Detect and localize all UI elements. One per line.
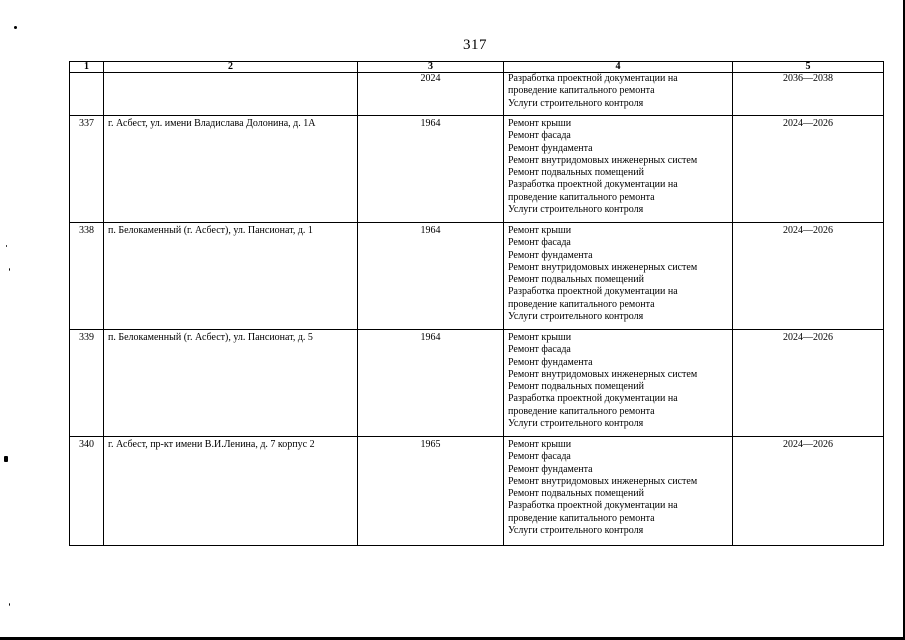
work-item: Ремонт внутридомовых инженерных систем: [508, 475, 698, 487]
work-item: проведение капитального ремонта: [508, 512, 655, 524]
header-row: [70, 62, 884, 73]
work-item: Ремонт крыши: [508, 225, 572, 236]
work-item: проведение капитального ремонта: [508, 85, 655, 97]
work-item: Ремонт фундамента: [508, 142, 593, 154]
work-item: Ремонт подвальных помещений: [508, 488, 644, 500]
work-item: Услуги строительного контроля: [508, 311, 644, 323]
work-item: Разработка проектной документации на: [508, 500, 678, 512]
row-works: [504, 437, 733, 546]
column-header: 5: [733, 62, 884, 73]
scan-speck: [9, 603, 10, 606]
row-address: п. Белокаменный (г. Асбест), ул. Пансионат, д. 1: [104, 223, 358, 330]
row-works: [504, 330, 733, 437]
row-period: 2024—2026: [733, 116, 884, 223]
row-number: 339: [70, 330, 104, 437]
row-period: 2036—2038: [733, 73, 884, 116]
row-year: 2024: [358, 73, 504, 116]
row-year: 1964: [358, 223, 504, 330]
work-item: Ремонт фундамента: [508, 463, 593, 475]
scan-speck: [9, 268, 10, 271]
row-works: [504, 223, 733, 330]
row-period: 2024—2026: [733, 437, 884, 546]
work-item: Услуги строительного контроля: [508, 204, 644, 216]
column-header: 3: [358, 62, 504, 73]
work-item: Разработка проектной документации на: [508, 286, 678, 298]
column-header: 4: [504, 62, 733, 73]
work-item: Разработка проектной документации на: [508, 179, 678, 191]
table-row-continuation: [70, 73, 884, 116]
work-item: Ремонт внутридомовых инженерных систем: [508, 368, 698, 380]
row-address: [104, 73, 358, 116]
scan-speck: [14, 26, 17, 29]
work-item: проведение капитального ремонта: [508, 191, 655, 203]
work-item: Ремонт крыши: [508, 118, 572, 129]
row-number: 340: [70, 437, 104, 546]
page-number: 317: [463, 37, 487, 53]
work-item: Услуги строительного контроля: [508, 418, 644, 430]
work-item: проведение капитального ремонта: [508, 405, 655, 417]
work-item: Ремонт фасада: [508, 130, 571, 142]
work-item: Ремонт крыши: [508, 439, 572, 450]
row-number: [70, 73, 104, 116]
table-row: [70, 330, 884, 437]
work-item: проведение капитального ремонта: [508, 298, 655, 310]
scan-speck: [6, 245, 7, 247]
work-item: Услуги строительного контроля: [508, 525, 644, 537]
row-year: 1964: [358, 116, 504, 223]
row-year: 1964: [358, 330, 504, 437]
work-item: Ремонт внутридомовых инженерных систем: [508, 261, 698, 273]
row-works: [504, 116, 733, 223]
table-row: [70, 223, 884, 330]
work-item: Ремонт фасада: [508, 237, 571, 249]
table-row: [70, 116, 884, 223]
work-item: Ремонт фундамента: [508, 249, 593, 261]
row-number: 337: [70, 116, 104, 223]
column-header: 1: [70, 62, 104, 73]
repairs-table: [69, 61, 884, 546]
work-item: Разработка проектной документации на: [508, 73, 678, 84]
row-address: г. Асбест, ул. имени Владислава Долонина, д. 1А: [104, 116, 358, 223]
row-address: п. Белокаменный (г. Асбест), ул. Пансионат, д. 5: [104, 330, 358, 437]
scan-speck: [4, 456, 8, 462]
work-item: Разработка проектной документации на: [508, 393, 678, 405]
table-row: [70, 437, 884, 546]
work-item: Ремонт внутридомовых инженерных систем: [508, 154, 698, 166]
row-number: 338: [70, 223, 104, 330]
column-header: 2: [104, 62, 358, 73]
work-item: Ремонт фасада: [508, 344, 571, 356]
row-year: 1965: [358, 437, 504, 546]
row-works: [504, 73, 733, 116]
work-item: Ремонт подвальных помещений: [508, 381, 644, 393]
work-item: Ремонт крыши: [508, 332, 572, 343]
work-item: Ремонт подвальных помещений: [508, 167, 644, 179]
row-period: 2024—2026: [733, 223, 884, 330]
row-period: 2024—2026: [733, 330, 884, 437]
work-item: Ремонт фасада: [508, 451, 571, 463]
work-item: Ремонт фундамента: [508, 356, 593, 368]
work-item: Услуги строительного контроля: [508, 97, 644, 109]
work-item: Ремонт подвальных помещений: [508, 274, 644, 286]
row-address: г. Асбест, пр-кт имени В.И.Ленина, д. 7 корпус 2: [104, 437, 358, 546]
